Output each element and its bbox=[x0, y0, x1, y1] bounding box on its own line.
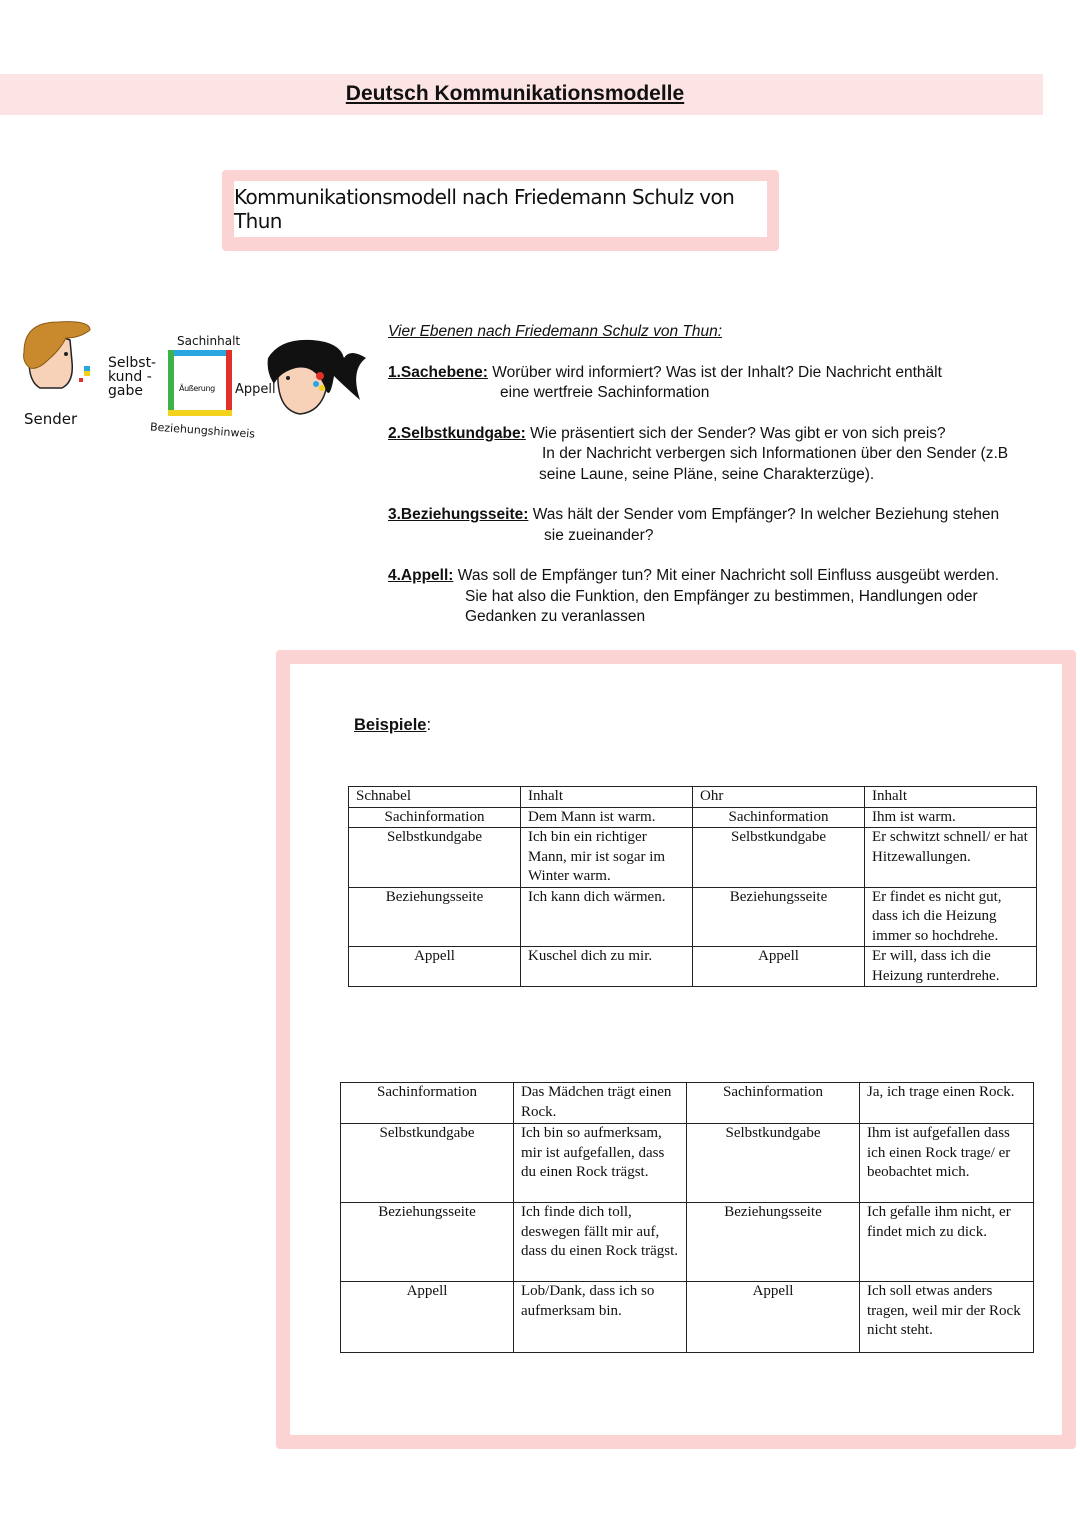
level-appell bbox=[388, 566, 1068, 628]
selbstkundgabe-label bbox=[108, 356, 156, 398]
table-cell: Beziehungsseite bbox=[693, 887, 865, 947]
sender-label: Sender bbox=[24, 410, 78, 428]
table-cell: Ich bin ein richtiger Mann, mir ist sogar im Winter warm. bbox=[521, 828, 693, 888]
level-text: In der Nachricht verbergen sich Informationen über den Sender (z.B bbox=[542, 445, 1009, 462]
table-header-cell: Inhalt bbox=[521, 787, 693, 808]
table-cell: Ich soll etwas anders tragen, weil mir der Rock nicht steht. bbox=[860, 1282, 1034, 1353]
sachinhalt-label: Sachinhalt bbox=[177, 334, 241, 348]
table-header-cell: Ohr bbox=[693, 787, 865, 808]
table-cell: Ich gefalle ihm nicht, er findet mich zu dick. bbox=[860, 1203, 1034, 1282]
table-row bbox=[349, 887, 1037, 947]
levels-section bbox=[388, 322, 1068, 648]
level-text: seine Laune, seine Pläne, seine Charakterzüge). bbox=[539, 465, 875, 483]
level-text: eine wertfreie Sachinformation bbox=[500, 384, 710, 401]
subtitle: Kommunikationsmodell nach Friedemann Schulz von Thun bbox=[234, 185, 735, 233]
levels-heading: Vier Ebenen nach Friedemann Schulz von Thun: bbox=[388, 323, 723, 340]
level-text: Was hält der Sender vom Empfänger? In welcher Beziehung stehen bbox=[532, 506, 1000, 523]
table-cell: Selbstkundgabe bbox=[693, 828, 865, 888]
level-line bbox=[388, 363, 1068, 384]
level-text: Wie präsentiert sich der Sender? Was gibt er von sich preis? bbox=[530, 424, 946, 442]
table-cell: Ich finde dich toll, deswegen fällt mir auf, dass du einen Rock trägst. bbox=[514, 1203, 687, 1282]
level-text: sie zueinander? bbox=[544, 526, 654, 544]
table-cell: Appell bbox=[687, 1282, 860, 1353]
table-cell: Dem Mann ist warm. bbox=[521, 807, 693, 828]
table-header-cell: Inhalt bbox=[865, 787, 1037, 808]
table-cell: Ich bin so aufmerksam, mir ist aufgefallen, dass du einen Rock trägst. bbox=[514, 1124, 687, 1203]
sender-head-icon bbox=[24, 322, 90, 388]
example-table-1 bbox=[348, 786, 1037, 987]
table-cell: Er schwitzt schnell/ er hat Hitzewallungen. bbox=[865, 828, 1037, 888]
table-cell: Lob/Dank, dass ich so aufmerksam bin. bbox=[514, 1282, 687, 1353]
message-square-icon bbox=[168, 350, 232, 416]
selbstkundgabe-line: Selbst- bbox=[108, 355, 157, 371]
subtitle-inner bbox=[234, 181, 767, 237]
level-label: 1.Sachebene: bbox=[388, 363, 488, 381]
table-cell: Das Mädchen trägt einen Rock. bbox=[514, 1083, 687, 1124]
level-sachebene bbox=[388, 363, 1068, 404]
table-cell: Kuschel dich zu mir. bbox=[521, 947, 693, 987]
table-header-cell: Schnabel bbox=[349, 787, 521, 808]
receiver-head-icon bbox=[268, 340, 366, 414]
table-cell: Ihm ist aufgefallen dass ich einen Rock trage/ er beobachtet mich. bbox=[860, 1124, 1034, 1203]
table-cell: Sachinformation bbox=[341, 1083, 514, 1124]
examples-label-colon: : bbox=[426, 716, 432, 734]
table-cell: Selbstkundgabe bbox=[349, 828, 521, 888]
table-cell: Beziehungsseite bbox=[687, 1203, 860, 1282]
table-row bbox=[349, 828, 1037, 888]
examples-label bbox=[354, 716, 431, 735]
table-row bbox=[349, 807, 1037, 828]
subtitle-box bbox=[222, 170, 779, 251]
examples-label-text: Beispiele bbox=[354, 716, 427, 734]
table-row bbox=[341, 1282, 1034, 1353]
table-cell: Selbstkundgabe bbox=[341, 1124, 514, 1203]
table-cell: Beziehungsseite bbox=[349, 887, 521, 947]
selbstkundgabe-line: kund - bbox=[108, 369, 152, 385]
level-text: Worüber wird informiert? Was ist der Inhalt? Die Nachricht enthält bbox=[492, 363, 942, 381]
table-header-row bbox=[349, 787, 1037, 808]
example-table-2 bbox=[340, 1082, 1034, 1353]
level-line bbox=[388, 505, 1068, 526]
table-cell: Ich kann dich wärmen. bbox=[521, 887, 693, 947]
level-text: Sie hat also die Funktion, den Empfänger zu bestimmen, Handlungen oder bbox=[465, 587, 978, 605]
level-line bbox=[388, 424, 1068, 445]
level-beziehungsseite bbox=[388, 505, 1068, 546]
table-cell: Ihm ist warm. bbox=[865, 807, 1037, 828]
level-text: Gedanken zu veranlassen bbox=[465, 608, 646, 625]
table-cell: Ja, ich trage einen Rock. bbox=[860, 1083, 1034, 1124]
table-cell: Er findet es nicht gut, dass ich die Heizung immer so hochdrehe. bbox=[865, 887, 1037, 947]
level-label: 4.Appell: bbox=[388, 567, 454, 584]
level-line bbox=[388, 566, 1068, 587]
table-cell: Appell bbox=[341, 1282, 514, 1353]
table-cell: Er will, dass ich die Heizung runterdrehe. bbox=[865, 947, 1037, 987]
table-row bbox=[341, 1083, 1034, 1124]
table-row bbox=[341, 1124, 1034, 1203]
table-cell: Selbstkundgabe bbox=[687, 1124, 860, 1203]
table-cell: Sachinformation bbox=[687, 1083, 860, 1124]
table-cell: Appell bbox=[349, 947, 521, 987]
level-selbstkundgabe bbox=[388, 424, 1068, 486]
table-row bbox=[341, 1203, 1034, 1282]
page-title: Deutsch Kommunikationsmodelle bbox=[345, 82, 685, 105]
communication-diagram bbox=[0, 310, 380, 450]
table-cell: Appell bbox=[693, 947, 865, 987]
table-row bbox=[349, 947, 1037, 987]
table-cell: Beziehungsseite bbox=[341, 1203, 514, 1282]
aeusserung-label: Äußerung bbox=[179, 384, 215, 393]
level-text: Was soll de Empfänger tun? Mit einer Nachricht soll Einfluss ausgeübt werden. bbox=[457, 567, 1000, 584]
level-label: 2.Selbstkundgabe: bbox=[388, 424, 526, 442]
table-cell: Sachinformation bbox=[349, 807, 521, 828]
beziehung-label: Beziehungshinweis bbox=[149, 420, 256, 441]
table-cell: Sachinformation bbox=[693, 807, 865, 828]
appell-label: Appell bbox=[235, 382, 276, 397]
selbstkundgabe-line: gabe bbox=[108, 383, 143, 399]
level-label: 3.Beziehungsseite: bbox=[388, 506, 529, 523]
